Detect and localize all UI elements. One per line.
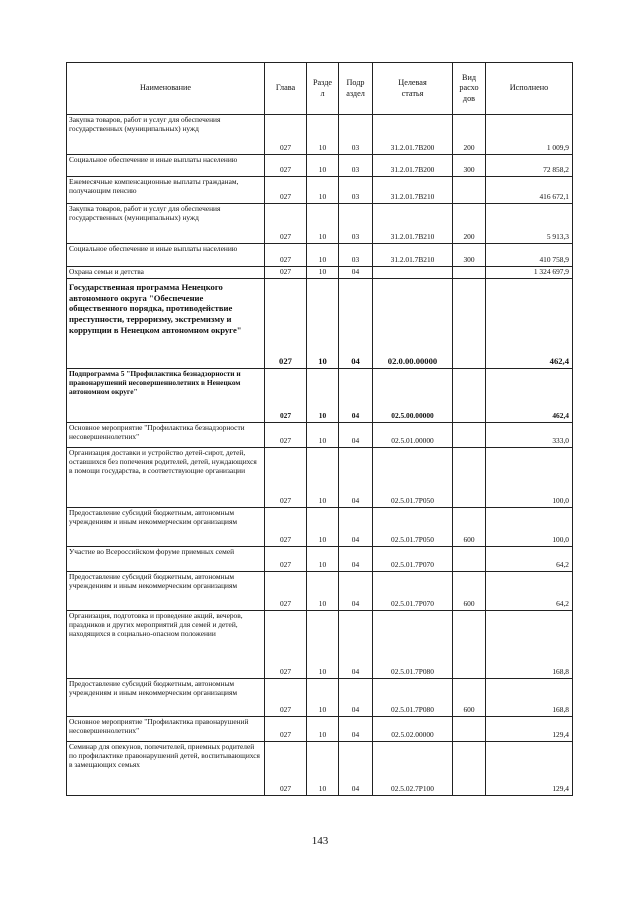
table-row [67,741,573,795]
row-name-cell: Предоставление субсидий бюджетным, автономным учреждениям и иным некоммерческим организациям [67,507,265,546]
row-executed-cell: 1 324 697,9 [486,267,573,279]
row-name-cell: Основное мероприятие "Профилактика правонарушений несовершеннолетних" [67,716,265,741]
row-executed-cell: 5 913,3 [486,204,573,244]
row-executed-cell: 64,2 [486,571,573,610]
row-chapter-cell: 027 [265,678,307,716]
row-target-cell: 02.5.01.7Р050 [373,447,453,507]
row-section-cell: 10 [307,422,339,447]
row-section-cell: 10 [307,546,339,571]
row-executed-cell: 100,0 [486,447,573,507]
row-expense-type-cell [453,741,486,795]
row-chapter-cell: 027 [265,422,307,447]
row-expense-type-cell [453,447,486,507]
row-name-cell: Организация, подготовка и проведение акций, вечеров, праздников и других мероприятий для семей и детей, находящихся в социально-опасном положении [67,610,265,678]
row-name-cell: Социальное обеспечение и иные выплаты населению [67,244,265,267]
row-target-cell: 02.5.01.7Р070 [373,571,453,610]
row-expense-type-cell [453,267,486,279]
row-chapter-cell: 027 [265,571,307,610]
row-name-cell: Предоставление субсидий бюджетным, автономным учреждениям и иным некоммерческим организациям [67,678,265,716]
row-name-cell: Охрана семьи и детства [67,267,265,279]
row-executed-cell: 410 758,9 [486,244,573,267]
row-subsection-cell: 03 [339,115,373,155]
row-section-cell: 10 [307,571,339,610]
row-section-cell: 10 [307,716,339,741]
row-chapter-cell: 027 [265,278,307,368]
header-subsection: Подр аздел [339,63,373,115]
row-name-cell: Подпрограмма 5 "Профилактика безнадзорности и правонарушений несовершеннолетних в Ненецком автономном округе" [67,368,265,422]
row-target-cell: 02.5.02.00000 [373,716,453,741]
row-executed-cell: 64,2 [486,546,573,571]
row-subsection-cell: 03 [339,177,373,204]
header-name: Наименование [67,63,265,115]
row-subsection-cell: 03 [339,204,373,244]
row-executed-cell: 168,8 [486,610,573,678]
header-executed: Исполнено [486,63,573,115]
table-row [67,447,573,507]
row-subsection-cell: 04 [339,267,373,279]
row-chapter-cell: 027 [265,155,307,177]
table-row [67,716,573,741]
row-section-cell: 10 [307,204,339,244]
row-target-cell: 31.2.01.7В210 [373,177,453,204]
row-expense-type-cell: 200 [453,204,486,244]
row-subsection-cell: 04 [339,507,373,546]
row-subsection-cell: 04 [339,716,373,741]
row-section-cell: 10 [307,610,339,678]
table-row [67,115,573,155]
row-name-cell: Семинар для опекунов, попечителей, приемных родителей по профилактике правонарушений детей, воспитывающихся в замещающих семьях [67,741,265,795]
row-executed-cell: 1 009,9 [486,115,573,155]
row-target-cell: 02.5.00.00000 [373,368,453,422]
table-row [67,507,573,546]
row-name-cell: Закупка товаров, работ и услуг для обеспечения государственных (муниципальных) нужд [67,204,265,244]
row-target-cell: 02.0.00.00000 [373,278,453,368]
row-executed-cell: 462,4 [486,278,573,368]
row-expense-type-cell [453,422,486,447]
row-target-cell: 31.2.01.7В210 [373,244,453,267]
row-executed-cell: 416 672,1 [486,177,573,204]
row-expense-type-cell [453,610,486,678]
row-expense-type-cell [453,716,486,741]
row-expense-type-cell: 600 [453,678,486,716]
row-target-cell [373,267,453,279]
row-executed-cell: 100,0 [486,507,573,546]
row-name-cell: Предоставление субсидий бюджетным, автономным учреждениям и иным некоммерческим организациям [67,571,265,610]
row-target-cell: 02.5.01.7Р050 [373,507,453,546]
table-row [67,546,573,571]
row-section-cell: 10 [307,368,339,422]
row-expense-type-cell: 300 [453,244,486,267]
row-expense-type-cell [453,368,486,422]
row-name-cell: Социальное обеспечение и иные выплаты населению [67,155,265,177]
row-executed-cell: 462,4 [486,368,573,422]
row-section-cell: 10 [307,267,339,279]
row-name-cell: Основное мероприятие "Профилактика безнадзорности несовершеннолетних" [67,422,265,447]
row-section-cell: 10 [307,678,339,716]
row-executed-cell: 72 858,2 [486,155,573,177]
row-executed-cell: 168,8 [486,678,573,716]
table-row [67,267,573,279]
row-subsection-cell: 04 [339,571,373,610]
table-row [67,422,573,447]
row-target-cell: 02.5.01.7Р080 [373,610,453,678]
page-number: 143 [311,835,329,847]
table-row [67,610,573,678]
row-chapter-cell: 027 [265,610,307,678]
row-chapter-cell: 027 [265,741,307,795]
row-executed-cell: 129,4 [486,716,573,741]
row-target-cell: 02.5.02.7Р100 [373,741,453,795]
row-chapter-cell: 027 [265,115,307,155]
table-row [67,571,573,610]
budget-execution-table [66,62,573,796]
table-row [67,155,573,177]
row-target-cell: 31.2.01.7В210 [373,204,453,244]
row-chapter-cell: 027 [265,177,307,204]
table-row [67,204,573,244]
row-expense-type-cell [453,546,486,571]
row-chapter-cell: 027 [265,368,307,422]
row-expense-type-cell: 600 [453,571,486,610]
row-chapter-cell: 027 [265,507,307,546]
row-executed-cell: 129,4 [486,741,573,795]
row-chapter-cell: 027 [265,204,307,244]
row-name-cell: Закупка товаров, работ и услуг для обеспечения государственных (муниципальных) нужд [67,115,265,155]
header-chapter: Глава [265,63,307,115]
row-target-cell: 02.5.01.00000 [373,422,453,447]
row-expense-type-cell [453,278,486,368]
table-body [67,115,573,796]
row-subsection-cell: 04 [339,678,373,716]
table-row [67,678,573,716]
row-section-cell: 10 [307,244,339,267]
table-row [67,244,573,267]
row-expense-type-cell: 200 [453,115,486,155]
row-expense-type-cell [453,177,486,204]
row-section-cell: 10 [307,447,339,507]
row-section-cell: 10 [307,115,339,155]
row-subsection-cell: 04 [339,278,373,368]
row-name-cell: Организация доставки и устройство детей-сирот, детей, оставшихся без попечения родителей, детей, нуждающихся в помощи государства, в соответствующие организации [67,447,265,507]
row-chapter-cell: 027 [265,244,307,267]
row-subsection-cell: 03 [339,244,373,267]
row-section-cell: 10 [307,155,339,177]
header-target-article: Целевая статья [373,63,453,115]
row-chapter-cell: 027 [265,546,307,571]
row-chapter-cell: 027 [265,447,307,507]
table-row [67,368,573,422]
table-row [67,177,573,204]
row-target-cell: 02.5.01.7Р070 [373,546,453,571]
row-subsection-cell: 03 [339,155,373,177]
table-header-row [67,63,573,115]
row-target-cell: 31.2.01.7В200 [373,155,453,177]
row-subsection-cell: 04 [339,546,373,571]
row-subsection-cell: 04 [339,447,373,507]
header-section: Разде л [307,63,339,115]
row-subsection-cell: 04 [339,368,373,422]
row-chapter-cell: 027 [265,267,307,279]
row-section-cell: 10 [307,507,339,546]
row-executed-cell: 333,0 [486,422,573,447]
row-target-cell: 31.2.01.7В200 [373,115,453,155]
row-section-cell: 10 [307,278,339,368]
row-section-cell: 10 [307,177,339,204]
row-name-cell: Ежемесячные компенсационные выплаты гражданам, получающим пенсию [67,177,265,204]
row-subsection-cell: 04 [339,610,373,678]
header-expense-type: Вид расхо дов [453,63,486,115]
row-name-cell: Участие во Всероссийском форуме приемных семей [67,546,265,571]
row-section-cell: 10 [307,741,339,795]
table-row [67,278,573,368]
row-expense-type-cell: 300 [453,155,486,177]
row-name-cell: Государственная программа Ненецкого автономного округа "Обеспечение общественного порядка, противодействие преступности, терроризму, экстремизму и коррупции в Ненецком автономном округе" [67,278,265,368]
row-expense-type-cell: 600 [453,507,486,546]
row-subsection-cell: 04 [339,741,373,795]
row-subsection-cell: 04 [339,422,373,447]
row-target-cell: 02.5.01.7Р080 [373,678,453,716]
row-chapter-cell: 027 [265,716,307,741]
